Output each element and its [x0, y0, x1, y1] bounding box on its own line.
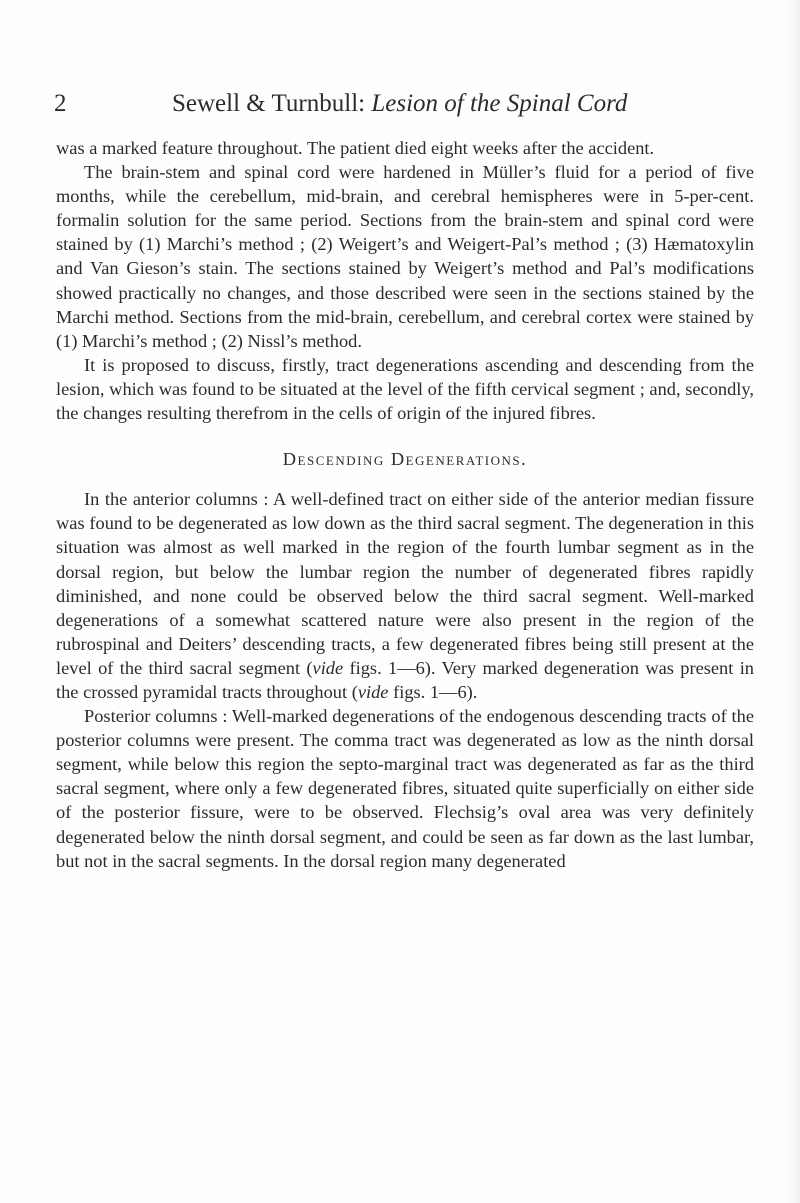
section-heading-descending-degenerations: Descending Degenerations.: [282, 449, 528, 470]
paragraph-anterior-columns: [56, 487, 754, 704]
paragraph-continuation: was a marked feature throughout. The patient died eight weeks after the accident.: [56, 138, 655, 158]
page-number: 2: [54, 90, 67, 117]
anterior-columns-text-b: figs. 1—6). Very marked degeneration was present in the crossed pyramidal tracts throughout (: [56, 657, 754, 702]
running-head-authors: Sewell & Turnbull:: [172, 90, 372, 117]
running-title: [172, 84, 627, 124]
vide-reference-1: vide: [312, 657, 344, 678]
anterior-columns-text-a: In the anterior columns : A well-defined tract on either side of the anterior median fissure was found to be degenerated as low down as the third sacral segment. The degeneration in this situation was almost as well marked in the region of the fourth lumbar segment as in the dorsal region, but below the lumbar region the number of degenerated fibres rapidly diminished, and none could be observed below the third sacral segment. Well-marked degenerations of a somewhat scattered nature were also present in the region of the rubrospinal and Deiters’ descending tracts, a few degenerated fibres being still present at the level of the third sacral segment (: [56, 489, 754, 678]
page-edge-shadow: [786, 0, 800, 1203]
paragraph-methods: The brain-stem and spinal cord were hardened in Müller’s fluid for a period of five months, while the cerebellum, mid-brain, and cerebral hemispheres were in 5-per-cent. formalin solution for the same period. Sections from the brain-stem and spinal cord were stained by (1) Marchi’s method ; (2) Weigert’s and Weigert-Pal’s method ; (3) Hæmatoxylin and Van Gieson’s stain. The sections stained by Weigert’s method and Pal’s modifications showed practically no changes, and those described were seen in the sections stained by the Marchi method. Sections from the mid-brain, cerebellum, and cerebral cortex were stained by (1) Marchi’s method ; (2) Nissl’s method.: [56, 162, 754, 351]
article-body: [56, 136, 754, 873]
running-head-title: Lesion of the Spinal Cord: [371, 90, 628, 117]
anterior-columns-text-c: figs. 1—6).: [388, 681, 478, 702]
paragraph-posterior-columns: Posterior columns : Well-marked degenerations of the endogenous descending tracts of the posterior columns were present. The comma tract was degenerated as low as the ninth dorsal segment, while below this region the septo-marginal tract was degenerated as far as the third sacral segment, where only a few degenerated fibres, situated quite superficially on either side of the posterior fissure, were to be observed. Flechsig’s oval area was very definitely degenerated below the ninth dorsal segment, and could be seen as far down as the last lumbar, but not in the sacral segments. In the dorsal region many degenerated: [56, 706, 754, 871]
paragraph-proposal: It is proposed to discuss, firstly, tract degenerations ascending and descending from the lesion, which was found to be situated at the level of the fifth cervical segment ; and, secondly, the changes resulting therefrom in the cells of origin of the injured fibres.: [56, 354, 754, 424]
vide-reference-2: vide: [357, 681, 389, 702]
running-head: [54, 84, 754, 124]
